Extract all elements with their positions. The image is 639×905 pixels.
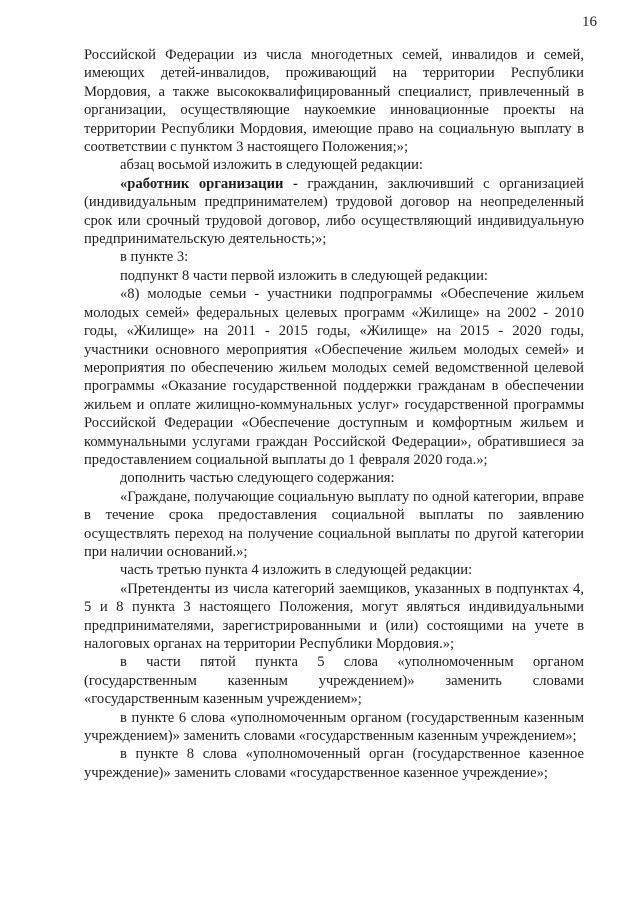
- paragraph-continuation: Российской Федерации из числа многодетных семей, инвалидов и семей, имеющих детей-инвалидов, проживающий на территории Республики Мордовия, а также высококвалифицированный специалист, привлеченный в организации, осуществляющие наукоемкие инновационные проекты на территории Республики Мордовия, имеющие право на социальную выплату в соответствии с пунктом 3 настоящего Положения;»;: [84, 47, 584, 156]
- defined-term: «работник организации -: [120, 175, 298, 192]
- page-number: 16: [582, 14, 597, 30]
- paragraph-quoted-part: «Претенденты из числа категорий заемщиков, указанных в подпунктах 4, 5 и 8 пункта 3 настоящего Положения, могут являться индивидуальными предпринимателями, зарегистрированными и (или) состоящими на учете в налоговых органах на территории Республики Мордовия.»;: [84, 580, 584, 652]
- paragraph-instruction: дополнить частью следующего содержания:: [120, 470, 395, 487]
- paragraph-instruction: абзац восьмой изложить в следующей редакции:: [120, 157, 423, 174]
- paragraph-instruction: часть третью пункта 4 изложить в следующей редакции:: [120, 562, 473, 579]
- paragraph-amendment: в части пятой пункта 5 слова «уполномоченным органом (государственным казенным учреждением)» заменить словами «государственным казенным учреждением»;: [84, 654, 584, 708]
- paragraph-instruction: в пункте 3:: [120, 249, 189, 266]
- paragraph-amendment: в пункте 6 слова «уполномоченным органом (государственным казенным учреждением)» заменить словами «государственным казенным учреждением»;: [84, 709, 584, 745]
- paragraph-quoted-subitem: «8) молодые семьи - участники подпрограммы «Обеспечение жильем молодых семей» федеральных целевых программ «Жилище» на 2002 - 2010 годы, «Жилище» на 2011 - 2015 годы, «Жилище» на 2015 - 2020 годы, участники основного мероприятия «Обеспечение жильем молодых семей» и мероприятия по обеспечению жильем молодых семей ведомственной целевой программы «Оказание государственной поддержки гражданам в обеспечении жильем и оплате жилищно-коммунальных услуг» государственной программы Российской Федерации «Обеспечение доступным и комфортным жильем и коммунальными услугами граждан Российской Федерации», обратившиеся за предоставлением социальной выплаты до 1 февраля 2020 года.»;: [84, 286, 584, 468]
- paragraph-instruction: подпункт 8 части первой изложить в следующей редакции:: [120, 267, 488, 284]
- paragraph-amendment: в пункте 8 слова «уполномоченный орган (государственное казенное учреждение)» заменить словами «государственное казенное учреждение»;: [84, 746, 584, 781]
- document-body: [84, 46, 584, 782]
- paragraph-definition: [84, 175, 584, 249]
- paragraph-quoted-part: «Граждане, получающие социальную выплату по одной категории, вправе в течение срока предоставления социальной выплаты по заявлению осуществлять переход на получение социальной выплаты по другой категории при наличии оснований.»;: [84, 488, 584, 560]
- definition-text: гражданин, заключивший с организацией (индивидуальным предпринимателем) трудовой договор на неопределенный срок или срочный трудовой договор, либо осуществляющий индивидуальную предпринимательскую деятельность;»;: [84, 175, 584, 248]
